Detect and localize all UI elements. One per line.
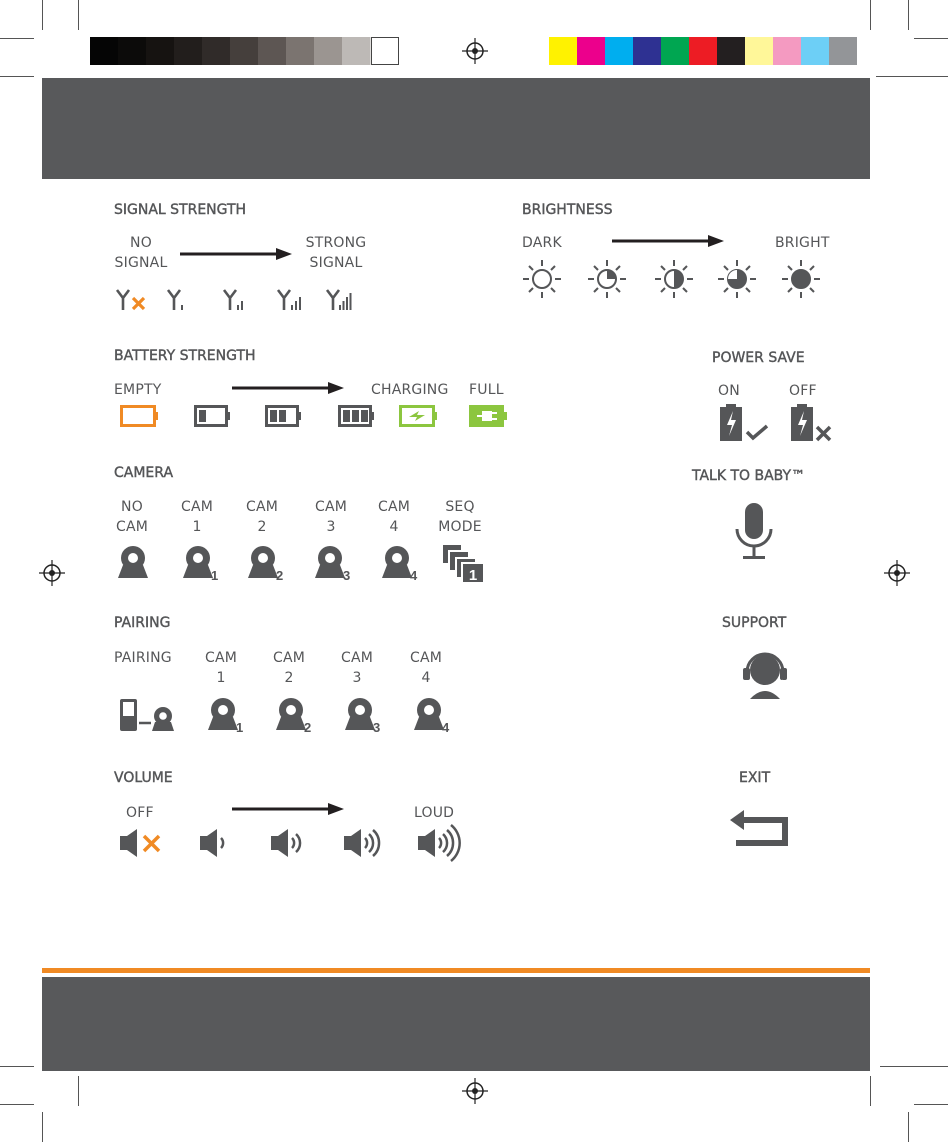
brightness-heading: BRIGHTNESS: [522, 202, 613, 218]
power-save-on-label: ON: [718, 383, 740, 399]
pairing-camera-1-icon: [207, 697, 249, 733]
signal-heading: SIGNAL STRENGTH: [114, 202, 247, 218]
talk-heading: TALK TO BABY™: [692, 468, 806, 484]
footer-accent-line: [42, 968, 870, 973]
support-heading: SUPPORT: [722, 615, 787, 631]
camera-heading: CAMERA: [114, 465, 174, 481]
pairing-label-cam-3: CAM 3: [340, 650, 374, 686]
signal-2-icon: [222, 288, 246, 312]
power-save-heading: POWER SAVE: [712, 350, 805, 366]
battery-arrow: [232, 381, 344, 395]
pairing-label-cam-2: CAM 2: [272, 650, 306, 686]
seq-mode-icon: [441, 543, 485, 583]
camera-label-cam-1: CAM 1: [180, 499, 214, 535]
volume-arrow: [232, 802, 344, 816]
brightness-1-icon: [587, 259, 627, 299]
brightness-4-icon: [781, 259, 821, 299]
signal-4-icon: [325, 288, 355, 312]
battery-heading: BATTERY STRENGTH: [114, 348, 256, 364]
support-headset-icon: [741, 650, 789, 700]
signal-right-label: STRONG SIGNAL: [305, 235, 367, 271]
brightness-right-label: BRIGHT: [775, 235, 830, 251]
pairing-label-pairing: PAIRING: [114, 650, 172, 666]
camera-2-badge: 2: [276, 568, 284, 583]
battery-empty-label: EMPTY: [114, 382, 162, 398]
microphone-icon: [734, 503, 774, 561]
battery-full-icon: [469, 405, 507, 427]
pairing-heading: PAIRING: [114, 615, 171, 631]
brightness-left-label: DARK: [522, 235, 562, 251]
pairing-icon: [119, 698, 179, 732]
registration-mark-top: [462, 38, 488, 64]
camera-label-cam-2: CAM 2: [245, 499, 279, 535]
exit-back-arrow-icon: [728, 808, 790, 850]
brightness-0-icon: [522, 259, 562, 299]
signal-1-icon: [166, 288, 190, 312]
battery-1-bar-icon: [194, 405, 230, 427]
volume-off-label: OFF: [126, 805, 154, 821]
brightness-3-icon: [717, 259, 757, 299]
header-band: [42, 78, 870, 179]
signal-left-label: NO SIGNAL: [114, 235, 168, 271]
pairing-label-cam-1: CAM 1: [204, 650, 238, 686]
pairing-camera-1-badge: 1: [236, 720, 244, 735]
exit-heading: EXIT: [739, 770, 771, 786]
battery-charging-label: CHARGING: [371, 382, 449, 398]
volume-1-icon: [200, 828, 230, 858]
camera-label-no-cam: NO CAM: [115, 499, 149, 535]
camera-label-seq-mode: SEQ MODE: [438, 499, 482, 535]
pairing-camera-4-icon: [413, 697, 455, 733]
battery-full-label: FULL: [469, 382, 504, 398]
volume-mute-icon: [120, 828, 166, 858]
volume-3-icon: [344, 826, 382, 860]
registration-mark-left: [39, 560, 65, 586]
power-save-on-icon: [720, 404, 770, 442]
pairing-label-cam-4: CAM 4: [409, 650, 443, 686]
camera-icon: [117, 545, 149, 579]
volume-loud-label: LOUD: [414, 805, 455, 821]
registration-mark-right: [884, 560, 910, 586]
power-save-off-icon: [791, 404, 835, 442]
volume-heading: VOLUME: [114, 770, 173, 786]
camera-1-icon: [182, 545, 224, 581]
battery-3-bar-icon: [338, 405, 374, 427]
pairing-camera-4-badge: 4: [442, 720, 450, 735]
no-signal-icon: [115, 288, 149, 312]
registration-mark-bottom: [462, 1078, 488, 1104]
camera-4-icon: [381, 545, 423, 581]
pairing-camera-3-icon: [344, 697, 386, 733]
power-save-off-label: OFF: [789, 383, 817, 399]
signal-arrow: [180, 247, 292, 261]
footer-band: [42, 977, 870, 1071]
camera-3-icon: [314, 545, 356, 581]
camera-label-cam-3: CAM 3: [314, 499, 348, 535]
signal-3-icon: [276, 288, 304, 312]
seq-mode-badge: 1: [468, 567, 478, 584]
brightness-2-icon: [654, 259, 694, 299]
camera-label-cam-4: CAM 4: [377, 499, 411, 535]
camera-3-badge: 3: [343, 568, 351, 583]
brightness-arrow: [612, 234, 724, 248]
camera-4-badge: 4: [410, 568, 418, 583]
volume-2-icon: [271, 828, 305, 858]
battery-empty-icon: [120, 405, 158, 427]
pairing-camera-3-badge: 3: [373, 720, 381, 735]
pairing-camera-2-badge: 2: [304, 720, 312, 735]
volume-4-icon: [418, 822, 464, 864]
pairing-camera-2-icon: [275, 697, 317, 733]
battery-charging-icon: [399, 405, 437, 427]
camera-1-badge: 1: [211, 568, 219, 583]
camera-2-icon: [247, 545, 289, 581]
battery-2-bar-icon: [265, 405, 301, 427]
